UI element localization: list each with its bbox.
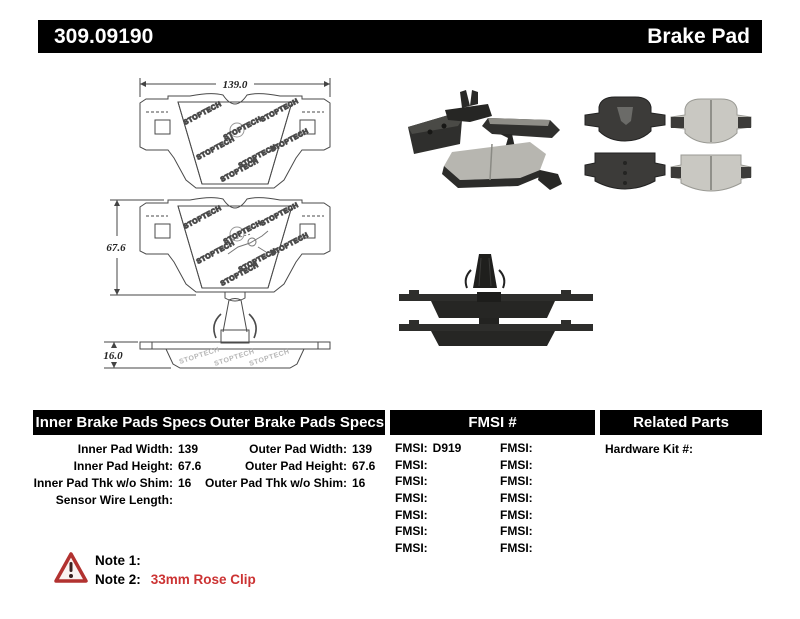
pad-outline-view bbox=[140, 94, 330, 188]
table-row: FMSI: bbox=[500, 474, 533, 489]
table-row: FMSI: bbox=[395, 524, 428, 539]
table-row: Outer Pad Height: 67.6 bbox=[244, 458, 376, 473]
backplate-pad-bottom bbox=[585, 153, 665, 189]
stoptech-watermark: STOPTECH bbox=[213, 348, 256, 368]
outer-specs-table bbox=[205, 440, 405, 491]
friction-pad-bottom bbox=[671, 155, 751, 191]
stoptech-watermark: STOPTECH bbox=[182, 100, 224, 127]
table-row: Inner Pad Height: 67.6 bbox=[73, 458, 202, 473]
table-row: Sensor Wire Length: bbox=[55, 492, 173, 507]
part-number: 309.09190 bbox=[54, 24, 154, 48]
related-parts-header bbox=[600, 410, 762, 435]
edge-pad-top bbox=[399, 290, 593, 318]
front-pad-clip bbox=[538, 170, 562, 190]
table-row: FMSI: bbox=[395, 491, 428, 506]
pads-edge-photo bbox=[393, 248, 608, 348]
friction-pad-top bbox=[671, 99, 751, 143]
stoptech-watermark: STOPTECH bbox=[219, 157, 261, 184]
sensor-clip bbox=[473, 254, 497, 288]
table-row: FMSI: bbox=[500, 457, 533, 472]
backplate-pad-top bbox=[585, 97, 665, 141]
product-type: Brake Pad bbox=[647, 24, 750, 48]
stoptech-watermark: STOPTECH bbox=[237, 143, 279, 170]
table-row: Hardware Kit #: bbox=[605, 441, 694, 456]
note-1: Note 1: bbox=[95, 553, 141, 568]
table-row: Inner Pad Thk w/o Shim: 16 bbox=[33, 475, 192, 490]
warning-icon bbox=[53, 551, 89, 585]
clip-wing bbox=[499, 270, 504, 288]
table-row: FMSI: bbox=[500, 524, 533, 539]
fmsi-right-column bbox=[500, 440, 595, 556]
related-parts-title: Related Parts bbox=[633, 414, 729, 431]
table-row: Inner Pad Width: 139 bbox=[77, 441, 199, 456]
height-dimension-label: 67.6 bbox=[106, 242, 126, 254]
stoptech-watermark: STOPTECH bbox=[195, 135, 237, 162]
fmsi-title: FMSI # bbox=[468, 414, 517, 431]
table-row: FMSI: bbox=[395, 540, 428, 555]
stoptech-watermark: STOPTECH bbox=[222, 115, 264, 142]
table-row: FMSI: D919 bbox=[395, 441, 462, 456]
pads-hardware-photo bbox=[400, 82, 575, 207]
fmsi-header bbox=[390, 410, 595, 435]
table-row: Outer Pad Width: 139 bbox=[249, 441, 373, 456]
note-2-value: 33mm Rose Clip bbox=[150, 572, 256, 587]
thickness-dimension-label: 16.0 bbox=[103, 350, 123, 362]
hardware-clip bbox=[445, 104, 492, 122]
note-2: Note 2: 33mm Rose Clip bbox=[95, 572, 256, 587]
table-row: FMSI: bbox=[395, 457, 428, 472]
pad-set-photo bbox=[583, 85, 753, 195]
pad-hole bbox=[442, 124, 447, 129]
table-row: FMSI: bbox=[500, 540, 533, 555]
table-row: FMSI: bbox=[500, 507, 533, 522]
clip-prong bbox=[460, 90, 470, 108]
table-row: FMSI: bbox=[500, 491, 533, 506]
stoptech-watermark: STOPTECH bbox=[248, 348, 291, 368]
stoptech-watermark: STOPTECH bbox=[178, 346, 221, 366]
stoptech-watermark: STOPTECH bbox=[269, 127, 311, 154]
table-row: Outer Pad Thk w/o Shim: 16 bbox=[205, 475, 366, 490]
table-row: FMSI: bbox=[395, 507, 428, 522]
inner-specs-title: Inner Brake Pads Specs bbox=[35, 414, 207, 431]
outer-specs-title: Outer Brake Pads Specs bbox=[209, 414, 385, 431]
table-row: FMSI: bbox=[395, 474, 428, 489]
width-dimension-label: 139.0 bbox=[222, 79, 248, 91]
related-parts-table bbox=[605, 440, 765, 457]
brake-pad-technical-drawing bbox=[60, 62, 380, 407]
notes-section bbox=[95, 551, 256, 589]
title-bar bbox=[38, 20, 762, 53]
pad-bottom-tab bbox=[225, 292, 245, 301]
pad-hole bbox=[428, 130, 433, 135]
table-row: FMSI: bbox=[500, 441, 533, 456]
clip-prong bbox=[470, 90, 478, 106]
pads-specs-header bbox=[33, 410, 385, 435]
clip-wing bbox=[466, 270, 471, 288]
pad-outline-second-view bbox=[140, 198, 330, 292]
edge-pad-bottom bbox=[399, 318, 593, 346]
inner-specs-table bbox=[33, 440, 233, 508]
stoptech-watermark: STOPTECH bbox=[259, 97, 301, 124]
fmsi-left-column bbox=[395, 440, 495, 556]
